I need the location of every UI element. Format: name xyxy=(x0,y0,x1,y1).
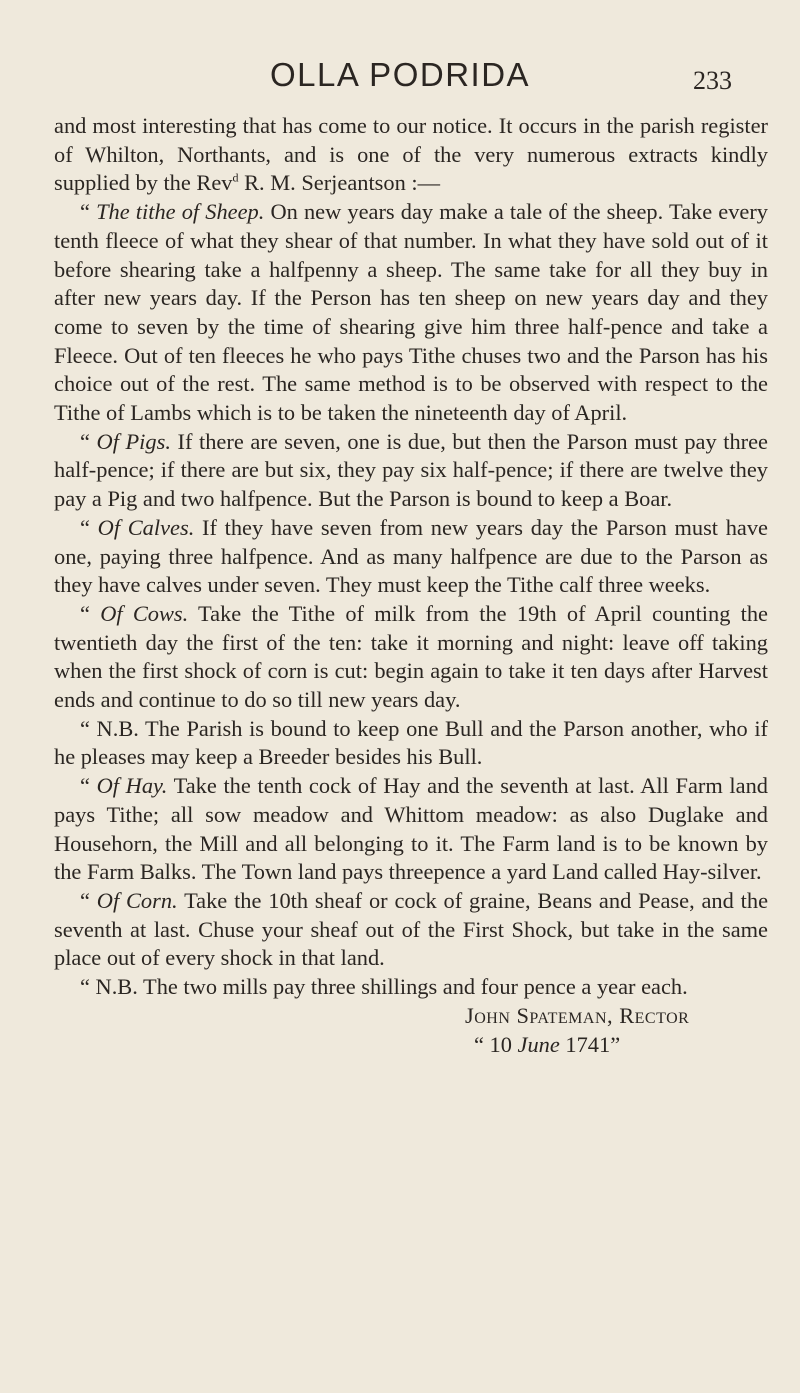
sheep-body: On new years day make a tale of the sheep. Take every tenth fleece of what they shear of that number. In what they have sold out of it before shearing take a halfpenny a sheep. The same take for all they buy in after new years day. If the Person has ten sheep on new years day and they come to seven by the time of shearing give him three half-pence and take a Fleece. Out of ten fleeces he who pays Tithe chuses two and the Parson has his choice out of the rest. The same method is to be observed with respect to the Tithe of Lambs which is to be taken the nineteenth day of April. xyxy=(54,199,768,426)
corn-body: Take the 10th sheaf or cock of graine, Beans and Pease, and the seventh at last. Chuse your sheaf out of the First Shock, but take in the same place out of every shock in that land. xyxy=(54,887,769,971)
sheep-paragraph xyxy=(54,198,768,428)
hay-paragraph xyxy=(54,772,768,887)
intro-text-b: R. M. Serjeantson :— xyxy=(238,170,440,196)
running-title: OLLA PODRIDA xyxy=(269,56,531,93)
pigs-paragraph xyxy=(54,428,768,514)
calves-heading: Of Calves. xyxy=(97,514,195,540)
cows-heading: Of Cows. xyxy=(100,600,189,626)
hay-heading: Of Hay. xyxy=(96,773,168,799)
cows-paragraph xyxy=(54,600,768,715)
date-year: 1741” xyxy=(559,1031,621,1057)
date-open: “ 10 xyxy=(474,1031,518,1057)
intro-text-a: and most interesting that has come to our notice. It occurs in the parish register of Whilton, Northants, and is one of the very numerous extracts kindly supplied by the Rev xyxy=(54,113,768,196)
rev-superscript: d xyxy=(232,170,239,185)
intro-paragraph xyxy=(54,112,768,198)
body-text xyxy=(54,112,768,1059)
quote-open: “ xyxy=(80,600,101,626)
calves-paragraph xyxy=(54,514,768,600)
sheep-heading: The tithe of Sheep. xyxy=(96,199,265,225)
hay-body: Take the tenth cock of Hay and the seventh at last. All Farm land pays Tithe; all sow meadow and Whittom meadow: as also Duglake and Househorn, the Mill and all belonging to it. The Farm land is to be known by the Farm Balks. The Town land pays threepence a yard Land called Hay-silver. xyxy=(54,773,768,885)
quote-open: “ xyxy=(80,887,97,913)
corn-paragraph xyxy=(54,887,768,973)
calves-body: If they have seven from new years day the Parson must have one, paying three halfpence. And as many halfpence are due to the Parson as they have calves under seven. They must keep the Tithe calf three weeks. xyxy=(54,514,768,598)
signature-name: John Spateman, Rector xyxy=(465,1002,690,1028)
page-header xyxy=(0,56,800,96)
quote-open: “ xyxy=(80,199,97,225)
pigs-body: If there are seven, one is due, but then the Parson must pay three half-pence; if there are but six, they pay six half-pence; if there are twelve they pay a Pig and two halfpence. But the Parson is bound to keep a Boar. xyxy=(54,428,768,512)
date-month: June xyxy=(517,1031,560,1057)
quote-open: “ xyxy=(80,773,97,799)
page-number: 233 xyxy=(693,66,732,95)
signature-date xyxy=(54,1031,768,1060)
quote-open: “ xyxy=(80,514,98,540)
nb-bull-paragraph: “ N.B. The Parish is bound to keep one Bull and the Parson another, who if he pleases may keep a Breeder besides his Bull. xyxy=(54,715,768,770)
nb-mills-paragraph: “ N.B. The two mills pay three shillings and four pence a year each. xyxy=(80,974,688,1000)
quote-open: “ xyxy=(80,428,97,454)
corn-heading: Of Corn. xyxy=(96,887,178,913)
pigs-heading: Of Pigs. xyxy=(96,428,171,454)
cows-body: Take the Tithe of milk from the 19th of April counting the twentieth day the first of the ten: take it morning and night: leave off taking when the first shock of corn is cut: begin again to take it ten days after Harvest ends and continue to do so till new years day. xyxy=(54,600,768,713)
